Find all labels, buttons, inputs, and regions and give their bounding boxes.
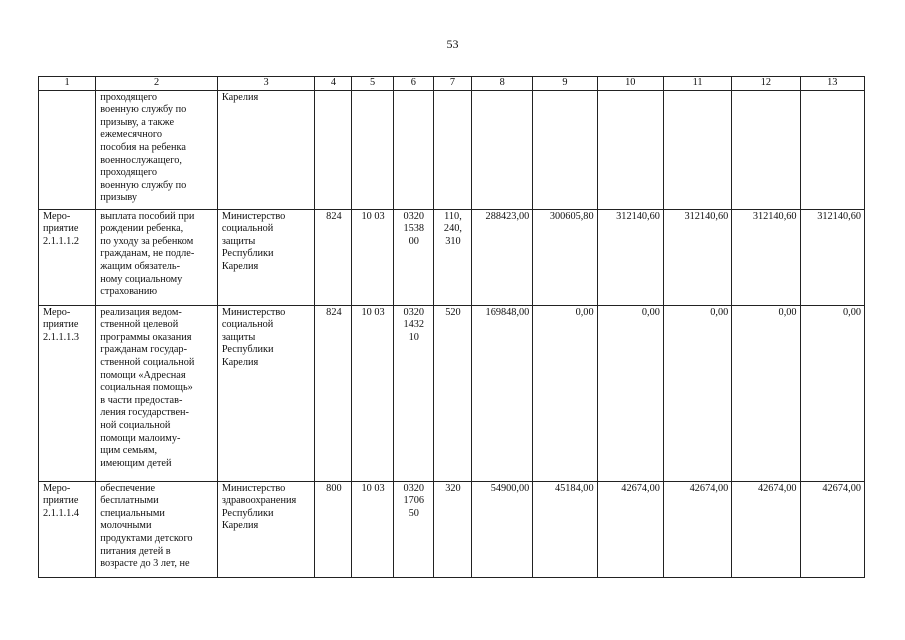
column-header: 4 [315,77,352,91]
column-header: 11 [663,77,731,91]
column-header: 6 [393,77,433,91]
table-row [39,90,865,209]
column-header: 9 [533,77,597,91]
cell [533,90,597,209]
section-code-cell: 10 03 [352,209,393,305]
amount-cell: 0,00 [533,305,597,481]
executor-cell: Министерство социальной защиты Республики Карелия [217,209,314,305]
amount-cell: 42674,00 [597,481,663,577]
description-cell: обеспечение бесплатными специальными молочными продуктами детского питания детей в возрасте до 3 лет, не [96,481,218,577]
budget-table [38,76,865,578]
column-header: 7 [433,77,471,91]
column-header: 12 [732,77,800,91]
amount-cell: 312140,60 [800,209,864,305]
amount-cell: 288423,00 [472,209,533,305]
target-code-cell: 0320 1432 10 [393,305,433,481]
target-code-cell: 0320 1538 00 [393,209,433,305]
amount-cell: 0,00 [732,305,800,481]
admin-code-cell: 800 [315,481,352,577]
description-cell: реализация ведом- ственной целевой программы оказания гражданам государ- ственной социальной помощи «Адресная социальная помощь» в части предостав- ления государствен- ной социальной помощи малоиму- щим семьям, имеющим детей [96,305,218,481]
cell [433,90,471,209]
table-row [39,209,865,305]
event-cell: Меро- приятие 2.1.1.1.4 [39,481,96,577]
event-cell: Меро- приятие 2.1.1.1.3 [39,305,96,481]
column-header: 2 [96,77,218,91]
description-cell: выплата пособий при рождении ребенка, по уходу за ребенком гражданам, не подле- жащим обязатель- ному социальному страхованию [96,209,218,305]
executor-cell: Карелия [217,90,314,209]
description-cell: проходящего военную службу по призыву, а также ежемесячного пособия на ребенка военнослужащего, проходящего военную службу по призыву [96,90,218,209]
column-header: 1 [39,77,96,91]
cell [393,90,433,209]
amount-cell: 42674,00 [800,481,864,577]
admin-code-cell: 824 [315,305,352,481]
executor-cell: Министерство здравоохранения Республики Карелия [217,481,314,577]
cell [732,90,800,209]
table-row [39,481,865,577]
amount-cell: 0,00 [597,305,663,481]
amount-cell: 42674,00 [732,481,800,577]
expense-type-cell: 320 [433,481,471,577]
amount-cell: 312140,60 [663,209,731,305]
cell [663,90,731,209]
expense-type-cell: 110, 240, 310 [433,209,471,305]
page-number: 53 [446,37,459,51]
amount-cell: 42674,00 [663,481,731,577]
column-header: 5 [352,77,393,91]
cell [800,90,864,209]
amount-cell: 0,00 [800,305,864,481]
cell [597,90,663,209]
amount-cell: 300605,80 [533,209,597,305]
cell [315,90,352,209]
section-code-cell: 10 03 [352,481,393,577]
table-row [39,305,865,481]
admin-code-cell: 824 [315,209,352,305]
column-header: 3 [217,77,314,91]
amount-cell: 0,00 [663,305,731,481]
cell [352,90,393,209]
amount-cell: 169848,00 [472,305,533,481]
column-header: 13 [800,77,864,91]
cell [472,90,533,209]
section-code-cell: 10 03 [352,305,393,481]
column-header: 10 [597,77,663,91]
amount-cell: 312140,60 [732,209,800,305]
column-header: 8 [472,77,533,91]
amount-cell: 45184,00 [533,481,597,577]
executor-cell: Министерство социальной защиты Республики Карелия [217,305,314,481]
header-row [39,77,865,91]
expense-type-cell: 520 [433,305,471,481]
event-cell [39,90,96,209]
amount-cell: 312140,60 [597,209,663,305]
event-cell: Меро- приятие 2.1.1.1.2 [39,209,96,305]
amount-cell: 54900,00 [472,481,533,577]
target-code-cell: 0320 1706 50 [393,481,433,577]
